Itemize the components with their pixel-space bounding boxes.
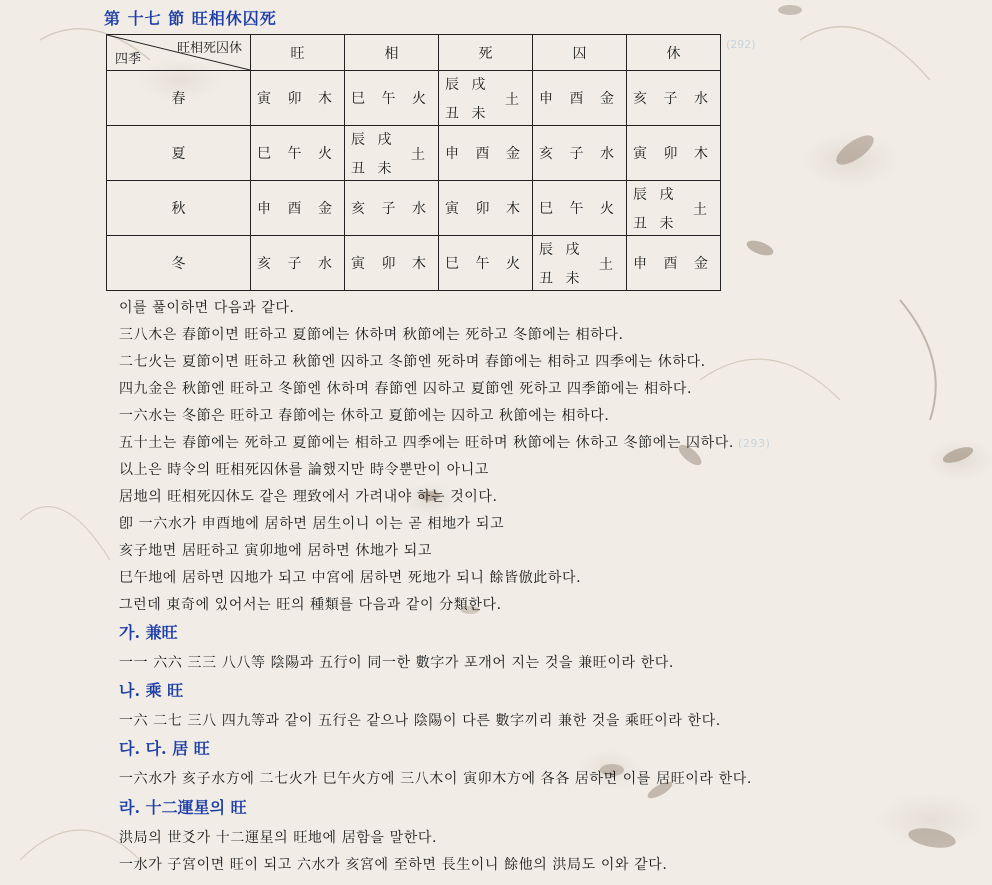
- table-cell: 巳 午 火: [533, 181, 627, 236]
- subsection-heading: 가. 兼旺: [119, 623, 178, 642]
- page-ref: (293): [737, 437, 771, 450]
- table-cell: 亥 子 水: [345, 181, 439, 236]
- table-cell: 申 酉 金: [533, 71, 627, 126]
- body-line: 洪局의 世爻가 十二運星의 旺地에 居함을 말한다.: [119, 830, 438, 846]
- table-corner-cell: [107, 35, 251, 71]
- body-line: 이를 풀이하면 다음과 같다.: [119, 300, 295, 316]
- table-cell: 亥 子 水: [251, 236, 345, 291]
- body-line: 一六水가 亥子水方에 二七火가 巳午火方에 三八木이 寅卯木方에 各各 居하면 이를 居旺이라 한다.: [119, 771, 752, 787]
- table-cell: 巳 午 火: [251, 126, 345, 181]
- column-header: 休: [627, 35, 721, 71]
- page-ref: (292): [726, 38, 756, 51]
- season-cell: 冬: [107, 236, 251, 291]
- subsection-heading: 라. 十二運星의 旺: [119, 798, 247, 817]
- table-cell-earth: 辰 戌 土 丑 未: [533, 236, 627, 291]
- body-line: 居地의 旺相死囚休도 같은 理致에서 가려내야 하는 것이다.: [119, 489, 498, 505]
- table-row: [107, 236, 721, 291]
- subsection-heading: 다. 다. 居 旺: [119, 739, 210, 758]
- body-line: 一六 二七 三八 四九等과 같이 五行은 같으나 陰陽이 다른 數字끼리 兼한 것을 乘旺이라 한다.: [119, 713, 721, 729]
- body-line: 四九金은 秋節엔 旺하고 冬節엔 休하며 春節엔 囚하고 夏節엔 死하고 四季節에는 相하다.: [119, 381, 693, 397]
- body-line: 三八木은 春節이면 旺하고 夏節에는 休하며 秋節에는 死하고 冬節에는 相하다.: [119, 327, 624, 343]
- table-cell: 寅 卯 木: [439, 181, 533, 236]
- body-line: 五十土는 春節에는 死하고 夏節에는 相하고 四季에는 旺하며 秋節에는 休하고 冬節에는 囚하다. (293): [119, 435, 771, 451]
- body-line: 一水가 子宮이면 旺이 되고 六水가 亥宮에 至하면 長生이니 餘他의 洪局도 이와 같다.: [119, 857, 668, 873]
- table-header-row: [107, 35, 721, 71]
- table-cell-earth: 辰 戌 土 丑 未: [439, 71, 533, 126]
- season-cell: 夏: [107, 126, 251, 181]
- column-header: 旺: [251, 35, 345, 71]
- table-row: [107, 181, 721, 236]
- body-line: 二七火는 夏節이면 旺하고 秋節엔 囚하고 冬節엔 死하며 春節에는 相하고 四季에는 休하다.: [119, 354, 706, 370]
- body-line: 그런데 東奇에 있어서는 旺의 種類를 다음과 같이 分類한다.: [119, 597, 502, 613]
- table-cell: 亥 子 水: [533, 126, 627, 181]
- table-cell: 寅 卯 木: [627, 126, 721, 181]
- table-cell: 亥 子 水: [627, 71, 721, 126]
- table-row: [107, 126, 721, 181]
- table-cell: 巳 午 火: [439, 236, 533, 291]
- season-cell: 秋: [107, 181, 251, 236]
- column-header: 死: [439, 35, 533, 71]
- body-line: 巳午地에 居하면 囚地가 되고 中宮에 居하면 死地가 되니 餘皆倣此하다.: [119, 570, 582, 586]
- season-cell: 春: [107, 71, 251, 126]
- corner-bottom-label: 四季: [115, 52, 142, 67]
- body-line: 亥子地면 居旺하고 寅卯地에 居하면 休地가 되고: [119, 543, 432, 559]
- table-cell: 申 酉 金: [627, 236, 721, 291]
- section-title: 第 十七 節 旺相休囚死: [104, 9, 277, 28]
- column-header: 相: [345, 35, 439, 71]
- corner-top-label: 旺相死囚休: [176, 41, 242, 56]
- body-line: 卽 一六水가 申酉地에 居하면 居生이니 이는 곧 相地가 되고: [119, 516, 505, 532]
- subsection-heading: 나. 乘 旺: [119, 681, 184, 700]
- table-cell-earth: 辰 戌 土 丑 未: [345, 126, 439, 181]
- table-cell-earth: 辰 戌 土 丑 未: [627, 181, 721, 236]
- table-cell: 寅 卯 木: [251, 71, 345, 126]
- body-line: 以上은 時令의 旺相死囚休를 論했지만 時令뿐만이 아니고: [119, 462, 489, 478]
- wangsang-table: [106, 34, 721, 291]
- table-cell: 寅 卯 木: [345, 236, 439, 291]
- column-header: 囚: [533, 35, 627, 71]
- table-cell: 申 酉 金: [439, 126, 533, 181]
- table-row: [107, 71, 721, 126]
- table-cell: 申 酉 金: [251, 181, 345, 236]
- body-line: 一一 六六 三三 八八等 陰陽과 五行이 同一한 數字가 포개어 지는 것을 兼旺이라 한다.: [119, 655, 674, 671]
- body-line: 一六水는 冬節은 旺하고 春節에는 休하고 夏節에는 囚하고 秋節에는 相하다.: [119, 408, 610, 424]
- table-cell: 巳 午 火: [345, 71, 439, 126]
